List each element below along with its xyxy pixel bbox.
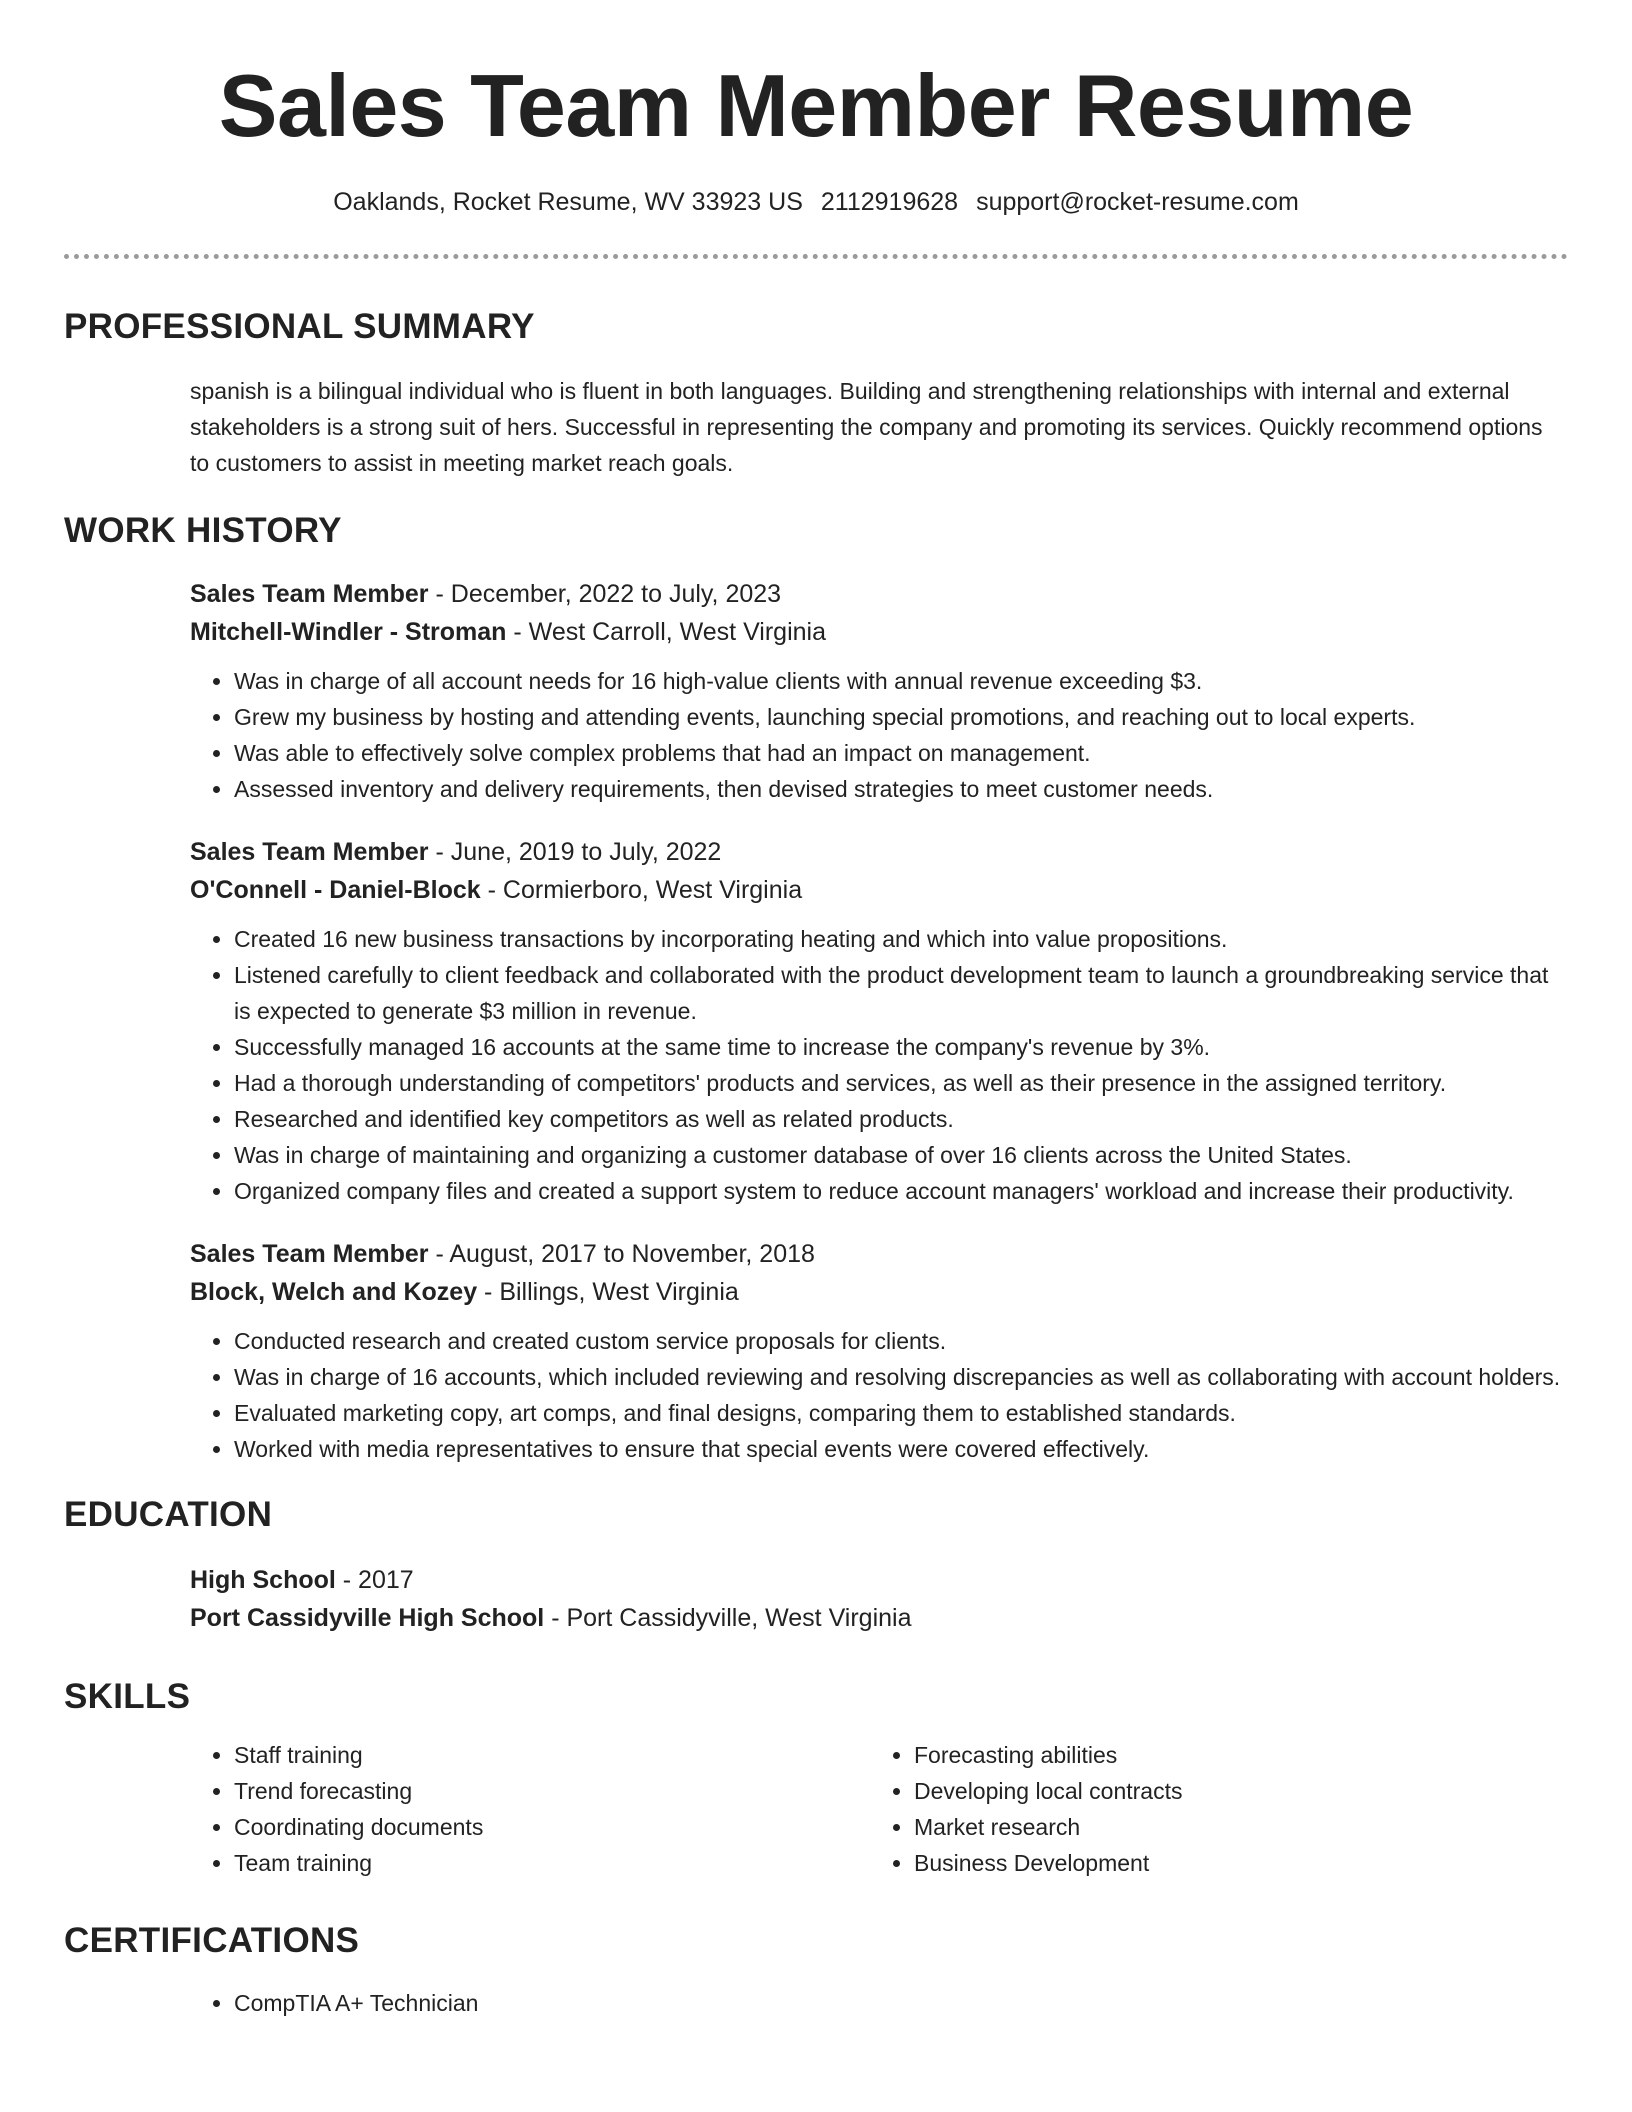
skill-item: • Coordinating documents [234, 1809, 870, 1845]
education-school-line [190, 1599, 1568, 1637]
job-bullet: • Assessed inventory and delivery requirements, then devised strategies to meet customer needs. [234, 771, 1568, 807]
job-role-line [190, 575, 1568, 613]
contact-phone: 2112919628 [820, 188, 959, 216]
skill-item: • Developing local contracts [914, 1773, 1550, 1809]
job-bullets [190, 663, 1568, 807]
certifications-list [190, 1985, 1568, 2021]
education-degree-line [190, 1561, 1568, 1599]
job-bullets [190, 1323, 1568, 1467]
skills-list [870, 1737, 1550, 1881]
job-bullet: • Worked with media representatives to ensure that special events were covered effectively. [234, 1431, 1568, 1467]
skill-item: • Staff training [234, 1737, 870, 1773]
job-dates: - August, 2017 to November, 2018 [428, 1240, 815, 1268]
job-company: Block, Welch and Kozey [190, 1278, 478, 1306]
certifications-bullets [190, 1985, 1568, 2021]
job-bullet: • Listened carefully to client feedback and collaborated with the product development team to launch a groundbreaking service that is expected to generate $3 million in revenue. [234, 957, 1568, 1029]
job-bullet: • Successfully managed 16 accounts at the same time to increase the company's revenue by 3%. [234, 1029, 1568, 1065]
job-dates: - June, 2019 to July, 2022 [428, 838, 722, 866]
job-bullet: • Was in charge of maintaining and organizing a customer database of over 16 clients across the United States. [234, 1137, 1568, 1173]
job-location: - Cormierboro, West Virginia [480, 876, 803, 904]
education-entry [190, 1561, 1568, 1637]
section-title-skills: SKILLS [64, 1677, 191, 1716]
job-company-line [190, 613, 1568, 651]
section-title-summary: PROFESSIONAL SUMMARY [64, 307, 535, 346]
resume-title: Sales Team Member Resume [218, 56, 1414, 155]
job-role-line [190, 833, 1568, 871]
job-bullet: • Conducted research and created custom service proposals for clients. [234, 1323, 1568, 1359]
education-location: - Port Cassidyville, West Virginia [544, 1604, 912, 1632]
section-title-education: EDUCATION [64, 1495, 273, 1534]
certification-item: • CompTIA A+ Technician [234, 1985, 1568, 2021]
skills-column-left [190, 1737, 870, 1881]
job-bullets [190, 921, 1568, 1209]
job-role: Sales Team Member [190, 1240, 429, 1268]
section-title-certifications: CERTIFICATIONS [64, 1921, 360, 1960]
job-bullet: • Was in charge of 16 accounts, which included reviewing and resolving discrepancies as well as collaborating with account holders. [234, 1359, 1568, 1395]
contact-email: support@rocket-resume.com [976, 188, 1299, 216]
skill-item: • Trend forecasting [234, 1773, 870, 1809]
job-entry [190, 1235, 1568, 1467]
job-company-line [190, 871, 1568, 909]
education-year: - 2017 [335, 1566, 414, 1594]
skills-grid [190, 1737, 1568, 1881]
job-bullet: • Was in charge of all account needs for 16 high-value clients with annual revenue exceeding $3. [234, 663, 1568, 699]
job-bullet: • Evaluated marketing copy, art comps, and final designs, comparing them to established standards. [234, 1395, 1568, 1431]
skill-item: • Market research [914, 1809, 1550, 1845]
skill-item: • Forecasting abilities [914, 1737, 1550, 1773]
job-bullet: • Created 16 new business transactions by incorporating heating and which into value propositions. [234, 921, 1568, 957]
job-company-line [190, 1273, 1568, 1311]
job-entry [190, 833, 1568, 1209]
job-location: - West Carroll, West Virginia [506, 618, 826, 646]
job-bullet: • Organized company files and created a support system to reduce account managers' workload and increase their productivity. [234, 1173, 1568, 1209]
education-degree: High School [190, 1566, 336, 1594]
job-entry [190, 575, 1568, 807]
summary-text: spanish is a bilingual individual who is fluent in both languages. Building and strengthening relationships with internal and external stakeholders is a strong suit of hers. Successful in representing the company and promoting its services. Quickly recommend options to customers to assist in meeting market reach goals. [190, 378, 1543, 476]
skill-item: • Team training [234, 1845, 870, 1881]
skill-item: • Business Development [914, 1845, 1550, 1881]
job-bullet: • Had a thorough understanding of competitors' products and services, as well as their presence in the assigned territory. [234, 1065, 1568, 1101]
section-title-work-history: WORK HISTORY [64, 511, 342, 550]
contact-line [64, 186, 1568, 218]
skills-list [190, 1737, 870, 1881]
job-role: Sales Team Member [190, 580, 429, 608]
job-role: Sales Team Member [190, 838, 429, 866]
contact-address: Oaklands, Rocket Resume, WV 33923 US [333, 188, 803, 216]
skills-column-right [870, 1737, 1550, 1881]
header-divider [64, 254, 1568, 259]
job-location: - Billings, West Virginia [477, 1278, 739, 1306]
job-bullet: • Researched and identified key competitors as well as related products. [234, 1101, 1568, 1137]
job-company: Mitchell-Windler - Stroman [190, 618, 507, 646]
job-dates: - December, 2022 to July, 2023 [428, 580, 782, 608]
job-bullet: • Was able to effectively solve complex problems that had an impact on management. [234, 735, 1568, 771]
job-role-line [190, 1235, 1568, 1273]
job-bullet: • Grew my business by hosting and attending events, launching special promotions, and reaching out to local experts. [234, 699, 1568, 735]
work-history-list [190, 575, 1568, 1467]
education-school: Port Cassidyville High School [190, 1604, 545, 1632]
job-company: O'Connell - Daniel-Block [190, 876, 481, 904]
